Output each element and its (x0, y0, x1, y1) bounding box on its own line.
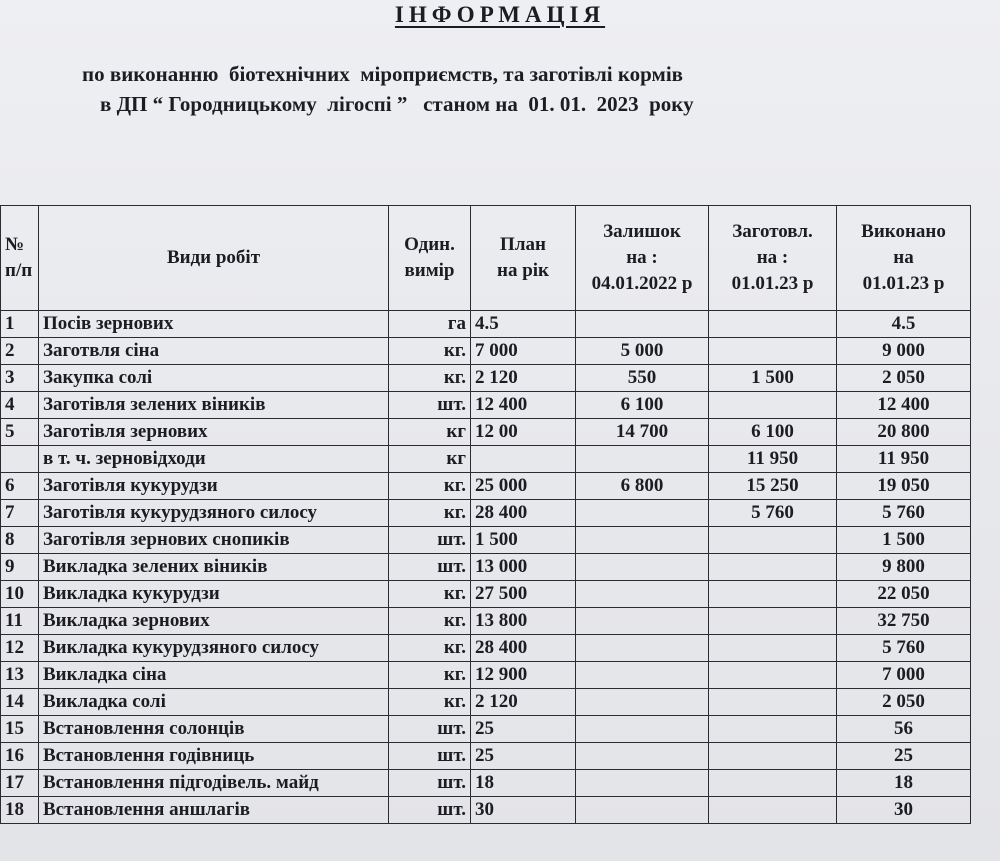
remainder-cell: 5 000 (576, 338, 709, 365)
unit-cell: кг. (389, 473, 471, 500)
remainder-cell: 14 700 (576, 419, 709, 446)
row-number: 9 (1, 554, 39, 581)
row-number: 16 (1, 743, 39, 770)
table-row (1, 635, 971, 662)
completed-cell: 5 760 (837, 635, 971, 662)
unit-cell: кг. (389, 689, 471, 716)
unit-cell: шт. (389, 527, 471, 554)
column-header-plan: План на рік (471, 206, 576, 311)
prepared-cell: 11 950 (709, 446, 837, 473)
column-header-remainder: Залишок на : 04.01.2022 р (576, 206, 709, 311)
table-row (1, 311, 971, 338)
prepared-cell (709, 743, 837, 770)
remainder-cell (576, 608, 709, 635)
row-number: 15 (1, 716, 39, 743)
unit-cell: кг. (389, 500, 471, 527)
work-type-cell: Посів зернових (39, 311, 389, 338)
prepared-cell (709, 581, 837, 608)
work-type-cell: Закупка солі (39, 365, 389, 392)
completed-cell: 11 950 (837, 446, 971, 473)
prepared-cell (709, 527, 837, 554)
table-row (1, 554, 971, 581)
remainder-cell (576, 770, 709, 797)
remainder-cell (576, 527, 709, 554)
row-number: 7 (1, 500, 39, 527)
table-body (1, 311, 971, 824)
remainder-cell (576, 581, 709, 608)
row-number: 17 (1, 770, 39, 797)
plan-cell: 2 120 (471, 365, 576, 392)
column-header-prepared: Заготовл. на : 01.01.23 р (709, 206, 837, 311)
remainder-cell (576, 554, 709, 581)
table-row (1, 662, 971, 689)
completed-cell: 56 (837, 716, 971, 743)
row-number: 6 (1, 473, 39, 500)
work-type-cell: Викладка зелених віників (39, 554, 389, 581)
column-header-number: № п/п (1, 206, 39, 311)
completed-cell: 9 800 (837, 554, 971, 581)
prepared-cell (709, 770, 837, 797)
plan-cell (471, 446, 576, 473)
work-type-cell: Викладка кукурудзяного силосу (39, 635, 389, 662)
row-number: 12 (1, 635, 39, 662)
table-row (1, 608, 971, 635)
remainder-cell (576, 662, 709, 689)
completed-cell: 2 050 (837, 365, 971, 392)
report-table (0, 205, 971, 824)
remainder-cell (576, 446, 709, 473)
work-type-cell: Викладка кукурудзи (39, 581, 389, 608)
unit-cell: кг. (389, 338, 471, 365)
completed-cell: 7 000 (837, 662, 971, 689)
work-type-cell: Заготвля сіна (39, 338, 389, 365)
work-type-cell: Встановлення підгодівель. майд (39, 770, 389, 797)
document-subtitle-line-1: по виконанню біотехнічних мiроприємств, та заготівлі кормів (82, 62, 684, 86)
plan-cell: 27 500 (471, 581, 576, 608)
remainder-cell: 550 (576, 365, 709, 392)
work-type-cell: Заготівля зернових (39, 419, 389, 446)
unit-cell: шт. (389, 797, 471, 824)
document-subtitle-line-2: в ДП “ Городницькому лігоспі ” станом на 01. 01. 2023 року (100, 92, 694, 116)
table-header-row (1, 206, 971, 311)
prepared-cell (709, 338, 837, 365)
row-number: 18 (1, 797, 39, 824)
unit-cell: кг (389, 446, 471, 473)
completed-cell: 12 400 (837, 392, 971, 419)
completed-cell: 1 500 (837, 527, 971, 554)
row-number: 13 (1, 662, 39, 689)
row-number: 3 (1, 365, 39, 392)
completed-cell: 25 (837, 743, 971, 770)
work-type-cell: Встановлення солонців (39, 716, 389, 743)
unit-cell: кг. (389, 365, 471, 392)
prepared-cell (709, 689, 837, 716)
remainder-cell (576, 716, 709, 743)
plan-cell: 12 00 (471, 419, 576, 446)
unit-cell: шт. (389, 743, 471, 770)
document-title: ІНФОРМАЦІЯ (394, 2, 606, 27)
row-number: 2 (1, 338, 39, 365)
work-type-cell: Викладка сіна (39, 662, 389, 689)
plan-cell: 1 500 (471, 527, 576, 554)
unit-cell: кг. (389, 581, 471, 608)
work-type-cell: Викладка солі (39, 689, 389, 716)
work-type-cell: в т. ч. зерновідходи (39, 446, 389, 473)
table-row (1, 743, 971, 770)
work-type-cell: Встановлення годівниць (39, 743, 389, 770)
table-row (1, 365, 971, 392)
plan-cell: 4.5 (471, 311, 576, 338)
prepared-cell: 15 250 (709, 473, 837, 500)
plan-cell: 25 (471, 716, 576, 743)
row-number (1, 446, 39, 473)
column-header-work-type: Види робіт (39, 206, 389, 311)
prepared-cell (709, 608, 837, 635)
unit-cell: га (389, 311, 471, 338)
remainder-cell: 6 100 (576, 392, 709, 419)
prepared-cell (709, 635, 837, 662)
row-number: 14 (1, 689, 39, 716)
completed-cell: 5 760 (837, 500, 971, 527)
table-row (1, 500, 971, 527)
prepared-cell: 6 100 (709, 419, 837, 446)
remainder-cell (576, 311, 709, 338)
prepared-cell (709, 554, 837, 581)
prepared-cell (709, 311, 837, 338)
unit-cell: кг. (389, 635, 471, 662)
row-number: 1 (1, 311, 39, 338)
completed-cell: 18 (837, 770, 971, 797)
remainder-cell (576, 635, 709, 662)
table-row (1, 392, 971, 419)
work-type-cell: Заготівля зернових снопиків (39, 527, 389, 554)
plan-cell: 12 400 (471, 392, 576, 419)
work-type-cell: Заготівля кукурудзяного силосу (39, 500, 389, 527)
completed-cell: 22 050 (837, 581, 971, 608)
plan-cell: 25 (471, 743, 576, 770)
completed-cell: 4.5 (837, 311, 971, 338)
table-row (1, 419, 971, 446)
work-type-cell: Викладка зернових (39, 608, 389, 635)
remainder-cell: 6 800 (576, 473, 709, 500)
column-header-unit: Один. вимір (389, 206, 471, 311)
unit-cell: шт. (389, 716, 471, 743)
prepared-cell: 1 500 (709, 365, 837, 392)
table-row (1, 689, 971, 716)
table-row (1, 770, 971, 797)
table-row (1, 473, 971, 500)
work-type-cell: Встановлення аншлагів (39, 797, 389, 824)
row-number: 5 (1, 419, 39, 446)
remainder-cell (576, 689, 709, 716)
plan-cell: 12 900 (471, 662, 576, 689)
work-type-cell: Заготівля зелених віників (39, 392, 389, 419)
plan-cell: 7 000 (471, 338, 576, 365)
work-type-cell: Заготівля кукурудзи (39, 473, 389, 500)
unit-cell: кг. (389, 662, 471, 689)
column-header-completed: Виконано на 01.01.23 р (837, 206, 971, 311)
remainder-cell (576, 743, 709, 770)
row-number: 10 (1, 581, 39, 608)
unit-cell: шт. (389, 554, 471, 581)
plan-cell: 28 400 (471, 635, 576, 662)
plan-cell: 13 000 (471, 554, 576, 581)
completed-cell: 20 800 (837, 419, 971, 446)
row-number: 11 (1, 608, 39, 635)
completed-cell: 30 (837, 797, 971, 824)
table-row (1, 716, 971, 743)
table-row (1, 446, 971, 473)
plan-cell: 2 120 (471, 689, 576, 716)
unit-cell: кг. (389, 608, 471, 635)
plan-cell: 28 400 (471, 500, 576, 527)
unit-cell: шт. (389, 770, 471, 797)
prepared-cell (709, 662, 837, 689)
plan-cell: 18 (471, 770, 576, 797)
remainder-cell (576, 500, 709, 527)
plan-cell: 30 (471, 797, 576, 824)
completed-cell: 19 050 (837, 473, 971, 500)
row-number: 4 (1, 392, 39, 419)
table-row (1, 797, 971, 824)
prepared-cell (709, 716, 837, 743)
completed-cell: 32 750 (837, 608, 971, 635)
table-row (1, 527, 971, 554)
prepared-cell (709, 797, 837, 824)
remainder-cell (576, 797, 709, 824)
table-row (1, 338, 971, 365)
unit-cell: шт. (389, 392, 471, 419)
table-row (1, 581, 971, 608)
completed-cell: 2 050 (837, 689, 971, 716)
completed-cell: 9 000 (837, 338, 971, 365)
plan-cell: 25 000 (471, 473, 576, 500)
row-number: 8 (1, 527, 39, 554)
prepared-cell (709, 392, 837, 419)
unit-cell: кг (389, 419, 471, 446)
prepared-cell: 5 760 (709, 500, 837, 527)
plan-cell: 13 800 (471, 608, 576, 635)
